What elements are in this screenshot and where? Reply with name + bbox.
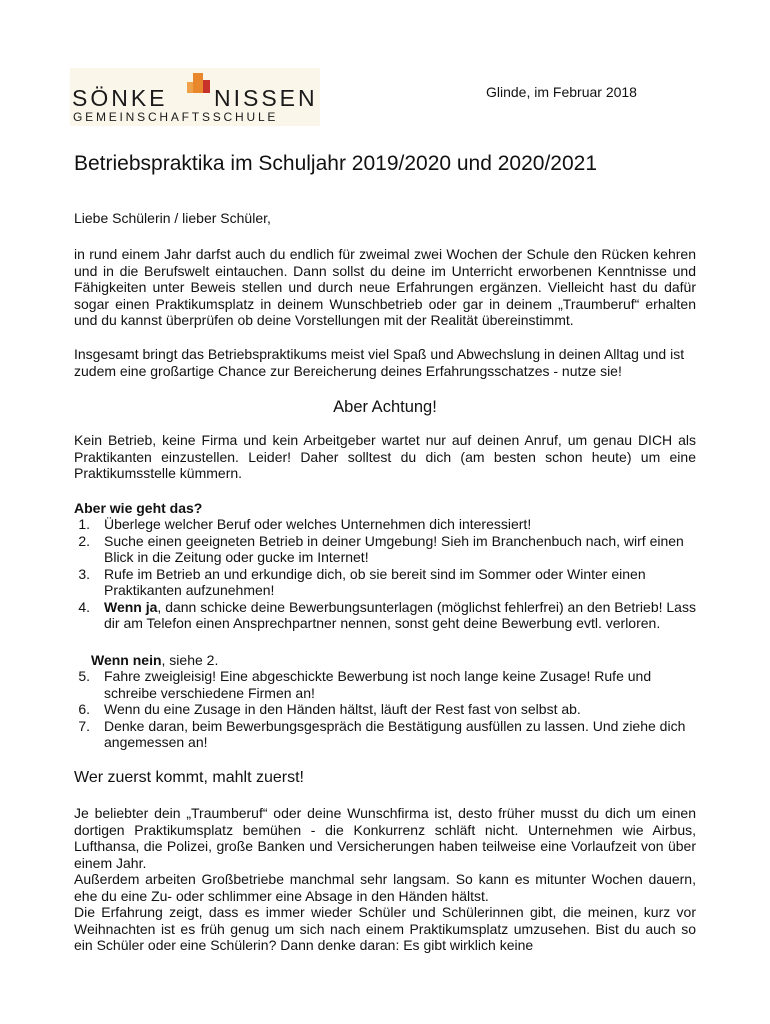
step-number: 3. xyxy=(78,565,90,582)
step-text: Denke daran, beim Bewerbungsgespräch die Bestätigung ausfüllen zu lassen. Und ziehe dich angemessen an! xyxy=(104,717,686,750)
wenn-nein-text: , siehe 2. xyxy=(161,652,219,668)
step-number: 1. xyxy=(78,516,90,532)
step-text: Wenn du eine Zusage in den Händen hältst, läuft der Rest fast von selbst ab. xyxy=(104,701,581,717)
step-text: , dann schicke deine Bewerbungsunterlagen (möglichst fehlerfrei) an den Betrieb! Lass dir am Telefon einen Ansprechpartner nennen, sonst geht deine Bewerbung evtl. verloren. xyxy=(104,598,696,631)
step-text: Suche einen geeigneten Betrieb in deiner Umgebung! Sieh im Branchenbuch nach, wirf einen Blick in die Zeitung oder gucke im Internet! xyxy=(104,532,684,565)
page-title: Betriebspraktika im Schuljahr 2019/2020 und 2020/2021 xyxy=(74,152,598,175)
first-come-section xyxy=(74,805,696,954)
step-number: 7. xyxy=(78,717,90,734)
how-heading: Aber wie geht das? xyxy=(74,500,203,516)
list-item xyxy=(74,566,696,599)
intro-paragraph-2: Insgesamt bringt das Betriebspraktikums meist viel Spaß und Abwechslung in deinen Alltag und ist zudem eine großartige Chance zur Bereicherung deines Erfahrungsschatzes - nutze sie! xyxy=(74,346,685,379)
intro-paragraph-1: in rund einem Jahr darfst auch du endlich für zweimal zwei Wochen der Schule den Rücken kehren und in die Berufswelt eintauchen. Dann sollst du deine im Unterricht erworbenen Kenntnisse und Fähigkeiten unter Beweis stellen und durch neue Erfahrungen ergänzen. Vielleicht hast du dafür sogar einen Praktikumsplatz in deinem Wunschbetrieb oder gar in deinem „Traumberuf“ erhalten und du kannst überprüfen ob deine Vorstellungen mit der Realität übereinstimmt. xyxy=(74,246,696,328)
step-number: 6. xyxy=(78,701,90,717)
salutation: Liebe Schülerin / lieber Schüler, xyxy=(74,210,271,226)
step-text: Überlege welcher Beruf oder welches Unternehmen dich interessiert! xyxy=(104,516,532,532)
list-item xyxy=(74,668,696,701)
wenn-nein-note xyxy=(91,652,218,668)
step-text: Rufe im Betrieb an und erkundige dich, ob sie bereit sind im Sommer oder Winter einen Praktikanten aufzunehmen! xyxy=(104,565,646,598)
step-number: 4. xyxy=(78,598,90,615)
list-item xyxy=(74,701,696,718)
logo-name xyxy=(72,85,322,111)
warning-heading: Aber Achtung! xyxy=(333,398,437,416)
first-come-heading: Wer zuerst kommt, mahlt zuerst! xyxy=(74,769,304,786)
step-number: 2. xyxy=(78,532,90,549)
wenn-nein-bold: Wenn nein xyxy=(91,652,162,668)
school-logo xyxy=(70,68,320,126)
step-bold-text: Wenn ja xyxy=(104,598,158,615)
logo-subtitle: GEMEINSCHAFTSSCHULE xyxy=(73,110,279,124)
first-come-paragraph-2: Außerdem arbeiten Großbetriebe manchmal sehr langsam. So kann es mitunter Wochen dauern, ehe du eine Zu- oder schlimmer eine Absage in den Händen hältst. xyxy=(74,871,696,904)
list-item xyxy=(74,599,696,632)
warning-paragraph: Kein Betrieb, keine Firma und kein Arbeitgeber wartet nur auf deinen Anruf, um genau DICH als Praktikanten einzustellen. Leider! Daher solltest du dich (am besten schon heute) um eine Praktikumsstelle kümmern. xyxy=(74,432,696,481)
step-number: 5. xyxy=(78,668,90,684)
list-item xyxy=(74,533,696,566)
step-text: Fahre zweigleisig! Eine abgeschickte Bewerbung ist noch lange keine Zusage! Rufe und schreibe verschiedene Firmen an! xyxy=(104,668,652,701)
steps-list xyxy=(74,516,696,632)
list-item xyxy=(74,718,696,751)
list-item xyxy=(74,516,696,533)
first-come-paragraph-1: Je beliebter dein „Traumberuf“ oder deine Wunschfirma ist, desto früher musst du dich um einen dortigen Praktikumsplatz bemühen - die Konkurrenz schläft nicht. Unternehmen wie Airbus, Lufthansa, die Polizei, große Banken und Versicherungen haben teilweise eine Vorlaufzeit von über einem Jahr. xyxy=(74,805,696,871)
first-come-paragraph-3: Die Erfahrung zeigt, dass es immer wieder Schüler und Schülerinnen gibt, die meinen, kurz vor Weihnachten ist es früh genug um sich nach einem Praktikumsplatz umzusehen. Bist du auch so ein Schüler oder eine Schülerin? Dann denke daran: Es gibt wirklich keine xyxy=(74,904,696,953)
logo-name-part1: SÖNKE xyxy=(72,85,168,111)
logo-name-part2: NISSEN xyxy=(214,85,318,111)
date-line: Glinde, im Februar 2018 xyxy=(486,84,637,100)
steps-list-continued xyxy=(74,668,696,751)
